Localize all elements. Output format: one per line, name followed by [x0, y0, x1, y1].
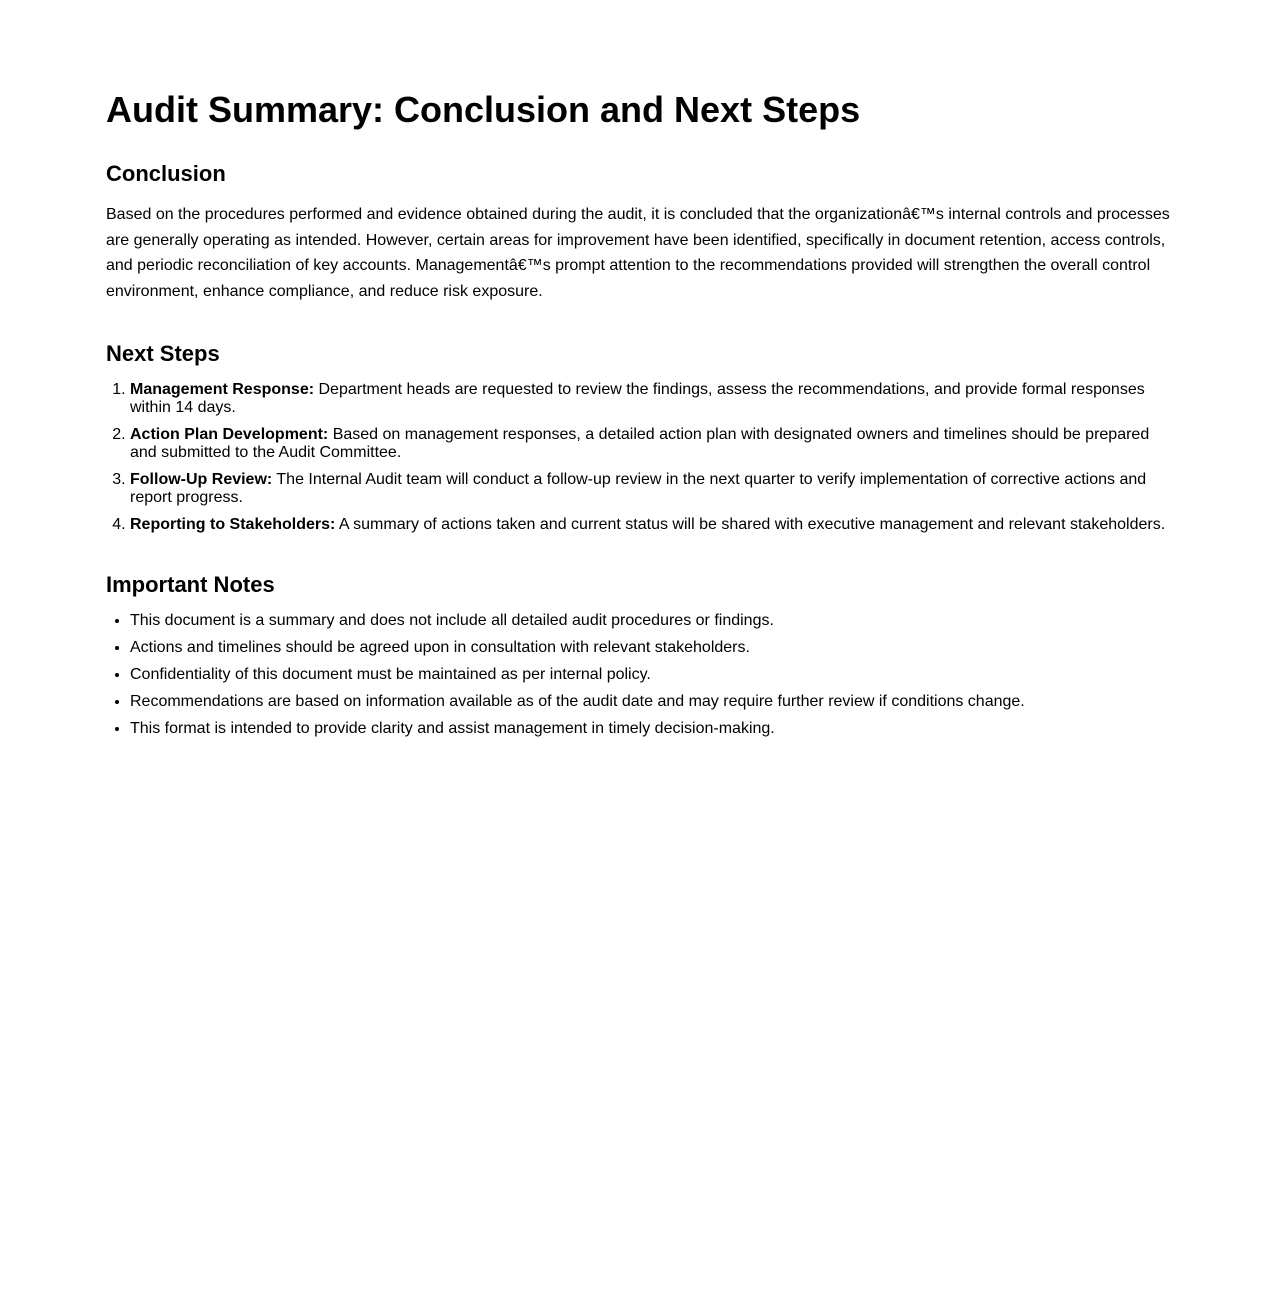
next-step-text: Department heads are requested to review the findings, assess the recommendations, and provide formal responses within 14 days.	[130, 381, 1145, 416]
next-steps-heading: Next Steps	[106, 341, 220, 366]
next-step-text: Based on management responses, a detailed action plan with designated owners and timelines should be prepared and submitted to the Audit Committee.	[130, 426, 1150, 461]
next-steps-list	[106, 381, 1174, 543]
note-item: • This document is a summary and does not include all detailed audit procedures or findings.	[130, 612, 1174, 630]
next-step-item	[130, 426, 1174, 462]
conclusion-paragraph: Based on the procedures performed and evidence obtained during the audit, it is concluded that the organizationâ€™s internal controls and processes are generally operating as intended. However, certain areas for improvement have been identified, specifically in document retention, access controls, and periodic reconciliation of key accounts. Managementâ€™s prompt attention to the recommendations provided will strengthen the overall control environment, enhance compliance, and reduce risk exposure.	[106, 206, 1170, 300]
important-notes-heading: Important Notes	[106, 572, 275, 597]
page-title: Audit Summary: Conclusion and Next Steps	[106, 89, 861, 130]
note-item: • This format is intended to provide clarity and assist management in timely decision-making.	[130, 720, 1174, 738]
conclusion-heading: Conclusion	[106, 161, 226, 186]
next-step-label: Reporting to Stakeholders:	[130, 516, 336, 533]
note-item: • Actions and timelines should be agreed upon in consultation with relevant stakeholders.	[130, 639, 1174, 657]
next-step-label: Follow-Up Review:	[130, 471, 273, 488]
next-step-text: The Internal Audit team will conduct a follow-up review in the next quarter to verify implementation of corrective actions and report progress.	[130, 471, 1147, 506]
next-step-label: Management Response:	[130, 381, 315, 398]
next-step-item	[130, 516, 1174, 534]
note-item: • Confidentiality of this document must be maintained as per internal policy.	[130, 666, 1174, 684]
next-step-label: Action Plan Development:	[130, 426, 329, 443]
important-notes-list	[106, 612, 1174, 747]
note-item: • Recommendations are based on information available as of the audit date and may require further review if conditions change.	[130, 693, 1174, 711]
next-step-item	[130, 381, 1174, 417]
next-step-item	[130, 471, 1174, 507]
next-step-text: A summary of actions taken and current status will be shared with executive management and relevant stakeholders.	[335, 516, 1166, 533]
